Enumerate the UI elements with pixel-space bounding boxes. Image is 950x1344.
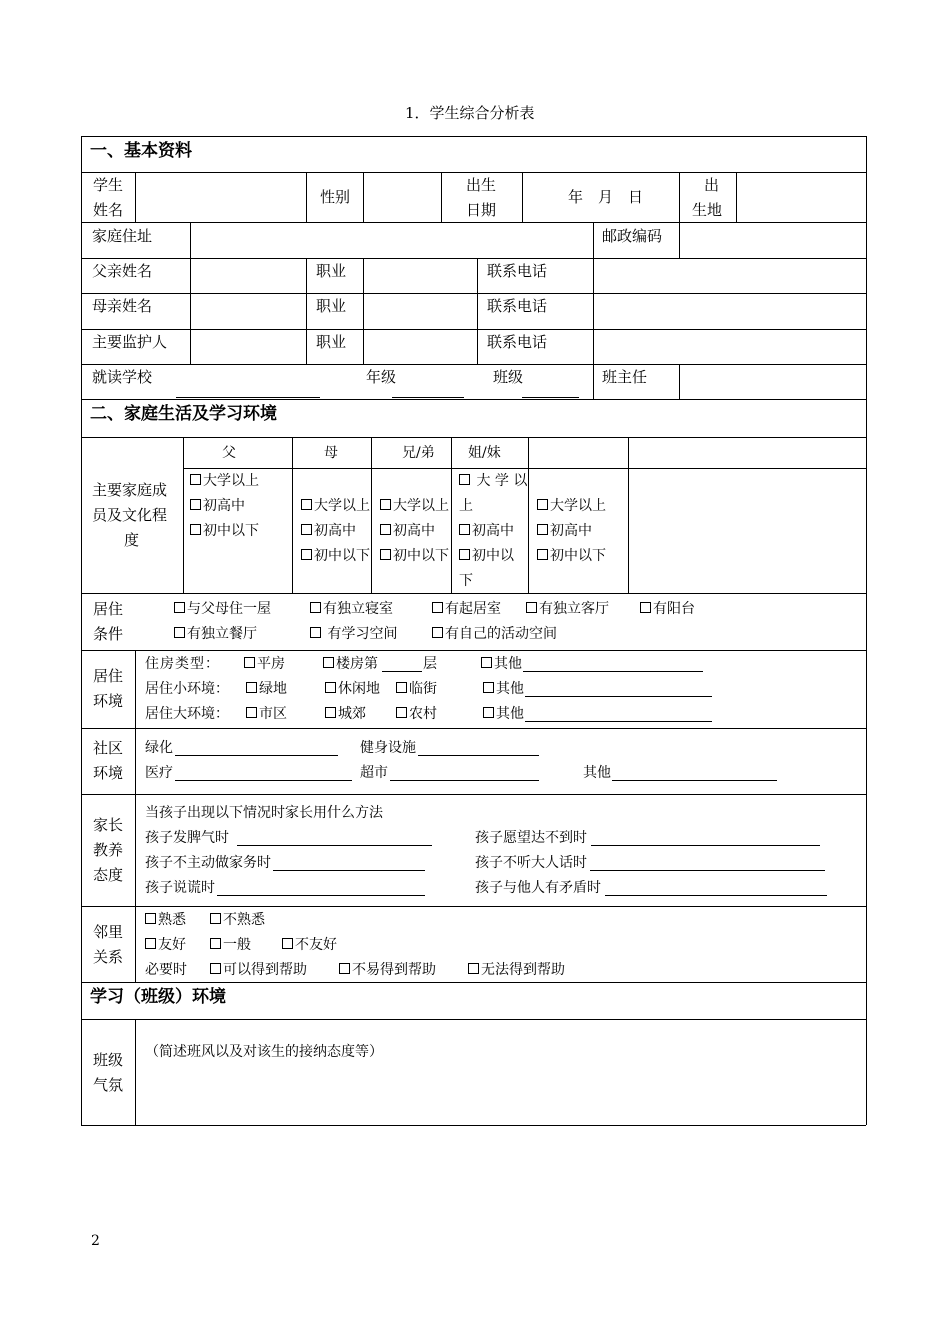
extra-edu-high[interactable]: 初高中 — [537, 524, 592, 538]
label-birth-date-2: 日期 — [466, 201, 497, 219]
col-mother: 母 — [324, 445, 338, 461]
label-community: 社区 — [93, 739, 124, 757]
section-heading-class: 学习（班级）环境 — [90, 987, 226, 1007]
neighbor-familiar[interactable]: 熟悉 — [145, 913, 186, 927]
label-large-env: 居住大环境： — [145, 706, 229, 722]
label-occupation: 职业 — [316, 262, 347, 280]
help-available[interactable]: 可以得到帮助 — [210, 963, 307, 977]
label-class-atmosphere: 班级 — [93, 1051, 124, 1069]
parenting-tantrum: 孩子发脾气时 — [145, 830, 229, 846]
label-parenting-3: 态度 — [93, 866, 124, 884]
neighbor-friendly[interactable]: 友好 — [145, 938, 186, 952]
label-family-members: 主要家庭成 — [92, 481, 168, 499]
cond-study-space[interactable]: 有学习空间 — [310, 627, 397, 641]
neighbor-average[interactable]: 一般 — [210, 938, 251, 952]
label-class-atmosphere-2: 气氛 — [93, 1076, 124, 1094]
label-birthplace: 出 — [704, 176, 720, 194]
cond-with-parents[interactable]: 与父母住一屋 — [174, 602, 271, 616]
label-guardian: 主要监护人 — [92, 333, 168, 351]
help-hard[interactable]: 不易得到帮助 — [339, 963, 436, 977]
small-env-other[interactable]: 其他 — [483, 682, 524, 696]
label-neighbors: 邻里 — [93, 923, 124, 941]
father-edu-college[interactable]: 大学以上 — [190, 474, 259, 488]
label-when-needed: 必要时 — [145, 962, 187, 978]
sister-edu-college-2: 上 — [459, 498, 473, 514]
env-street[interactable]: 临街 — [396, 682, 437, 696]
cond-own-lounge[interactable]: 有独立客厅 — [526, 602, 609, 616]
env-green[interactable]: 绿地 — [246, 682, 287, 696]
label-supermarket: 超市 — [360, 765, 388, 781]
parenting-chores: 孩子不主动做家务时 — [145, 855, 271, 871]
extra-edu-middle[interactable]: 初中以下 — [537, 549, 606, 563]
parenting-wish: 孩子愿望达不到时 — [475, 830, 587, 846]
sister-edu-college[interactable]: 大 学 以 — [459, 474, 527, 488]
section-heading-family: 二、家庭生活及学习环境 — [90, 404, 277, 424]
label-living-env: 居住 — [93, 667, 124, 685]
label-grade: 年级 — [366, 368, 397, 386]
label-neighbors-2: 关系 — [93, 948, 124, 966]
neighbor-unfriendly[interactable]: 不友好 — [282, 938, 337, 952]
label-mother-name: 母亲姓名 — [92, 297, 153, 315]
cond-balcony[interactable]: 有阳台 — [640, 602, 695, 616]
parenting-lying: 孩子说谎时 — [145, 880, 215, 896]
label-class: 班级 — [493, 368, 524, 386]
label-phone: 联系电话 — [487, 333, 548, 351]
father-edu-middle[interactable]: 初中以下 — [190, 524, 259, 538]
label-gender: 性别 — [320, 188, 351, 206]
cond-dining-room[interactable]: 有独立餐厅 — [174, 627, 257, 641]
label-greening: 绿化 — [145, 740, 173, 756]
cond-activity-space[interactable]: 有自己的活动空间 — [432, 627, 557, 641]
brother-edu-high[interactable]: 初高中 — [380, 524, 435, 538]
label-birth-date: 出生 — [466, 176, 497, 194]
label-living-env-2: 环境 — [93, 692, 124, 710]
label-phone: 联系电话 — [487, 297, 548, 315]
col-brother: 兄/弟 — [402, 445, 435, 461]
env-suburb[interactable]: 城郊 — [325, 707, 366, 721]
birth-date-format: 年 月 日 — [568, 188, 644, 206]
label-parenting: 家长 — [93, 816, 124, 834]
label-fitness: 健身设施 — [360, 740, 416, 756]
mother-edu-high[interactable]: 初高中 — [301, 524, 356, 538]
label-postal-code: 邮政编码 — [602, 227, 663, 245]
brother-edu-college[interactable]: 大学以上 — [380, 499, 449, 513]
env-leisure[interactable]: 休闲地 — [325, 682, 380, 696]
page-title: 1．学生综合分析表 — [405, 104, 535, 122]
brother-edu-middle[interactable]: 初中以下 — [380, 549, 449, 563]
father-edu-high[interactable]: 初高中 — [190, 499, 245, 513]
label-occupation: 职业 — [316, 297, 347, 315]
label-family-members-2: 员及文化程 — [92, 506, 168, 524]
label-school: 就读学校 — [92, 368, 153, 386]
label-small-env: 居住小环境： — [145, 681, 229, 697]
housing-building[interactable]: 楼房第 — [323, 657, 378, 671]
label-occupation: 职业 — [316, 333, 347, 351]
env-urban[interactable]: 市区 — [246, 707, 287, 721]
sister-edu-middle[interactable]: 初中以 — [459, 549, 514, 563]
label-phone: 联系电话 — [487, 262, 548, 280]
parenting-intro: 当孩子出现以下情况时家长用什么方法 — [145, 805, 383, 821]
label-community-2: 环境 — [93, 764, 124, 782]
mother-edu-college[interactable]: 大学以上 — [301, 499, 370, 513]
cond-living-room[interactable]: 有起居室 — [432, 602, 501, 616]
cond-own-bedroom[interactable]: 有独立寝室 — [310, 602, 393, 616]
large-env-other[interactable]: 其他 — [483, 707, 524, 721]
sister-edu-high[interactable]: 初高中 — [459, 524, 514, 538]
sister-edu-middle-2: 下 — [459, 573, 473, 589]
label-father-name: 父亲姓名 — [92, 262, 153, 280]
housing-other[interactable]: 其他 — [481, 657, 522, 671]
label-student-name-2: 姓名 — [93, 201, 124, 219]
page-number: 2 — [91, 1233, 100, 1249]
label-parenting-2: 教养 — [93, 841, 124, 859]
label-living-conditions: 居住 — [93, 600, 124, 618]
housing-bungalow[interactable]: 平房 — [244, 657, 285, 671]
help-none[interactable]: 无法得到帮助 — [468, 963, 565, 977]
col-father: 父 — [222, 445, 236, 461]
label-birthplace-2: 生地 — [692, 201, 723, 219]
label-community-other: 其他 — [583, 765, 611, 781]
mother-edu-middle[interactable]: 初中以下 — [301, 549, 370, 563]
section-heading-basic: 一、基本资料 — [90, 141, 192, 161]
label-head-teacher: 班主任 — [602, 368, 648, 386]
neighbor-unfamiliar[interactable]: 不熟悉 — [210, 913, 265, 927]
label-living-conditions-2: 条件 — [93, 625, 124, 643]
class-atmosphere-hint: （简述班风以及对该生的接纳态度等） — [145, 1044, 383, 1060]
parenting-conflict: 孩子与他人有矛盾时 — [475, 880, 601, 896]
label-home-address: 家庭住址 — [92, 227, 153, 245]
label-housing-type: 住房类型： — [145, 656, 220, 672]
extra-edu-college[interactable]: 大学以上 — [537, 499, 606, 513]
label-family-members-3: 度 — [124, 531, 140, 549]
col-sister: 姐/妹 — [468, 445, 501, 461]
parenting-disobey: 孩子不听大人话时 — [475, 855, 587, 871]
label-floor: 层 — [423, 656, 437, 672]
label-medical: 医疗 — [145, 765, 173, 781]
label-student-name: 学生 — [93, 176, 124, 194]
env-rural[interactable]: 农村 — [396, 707, 437, 721]
